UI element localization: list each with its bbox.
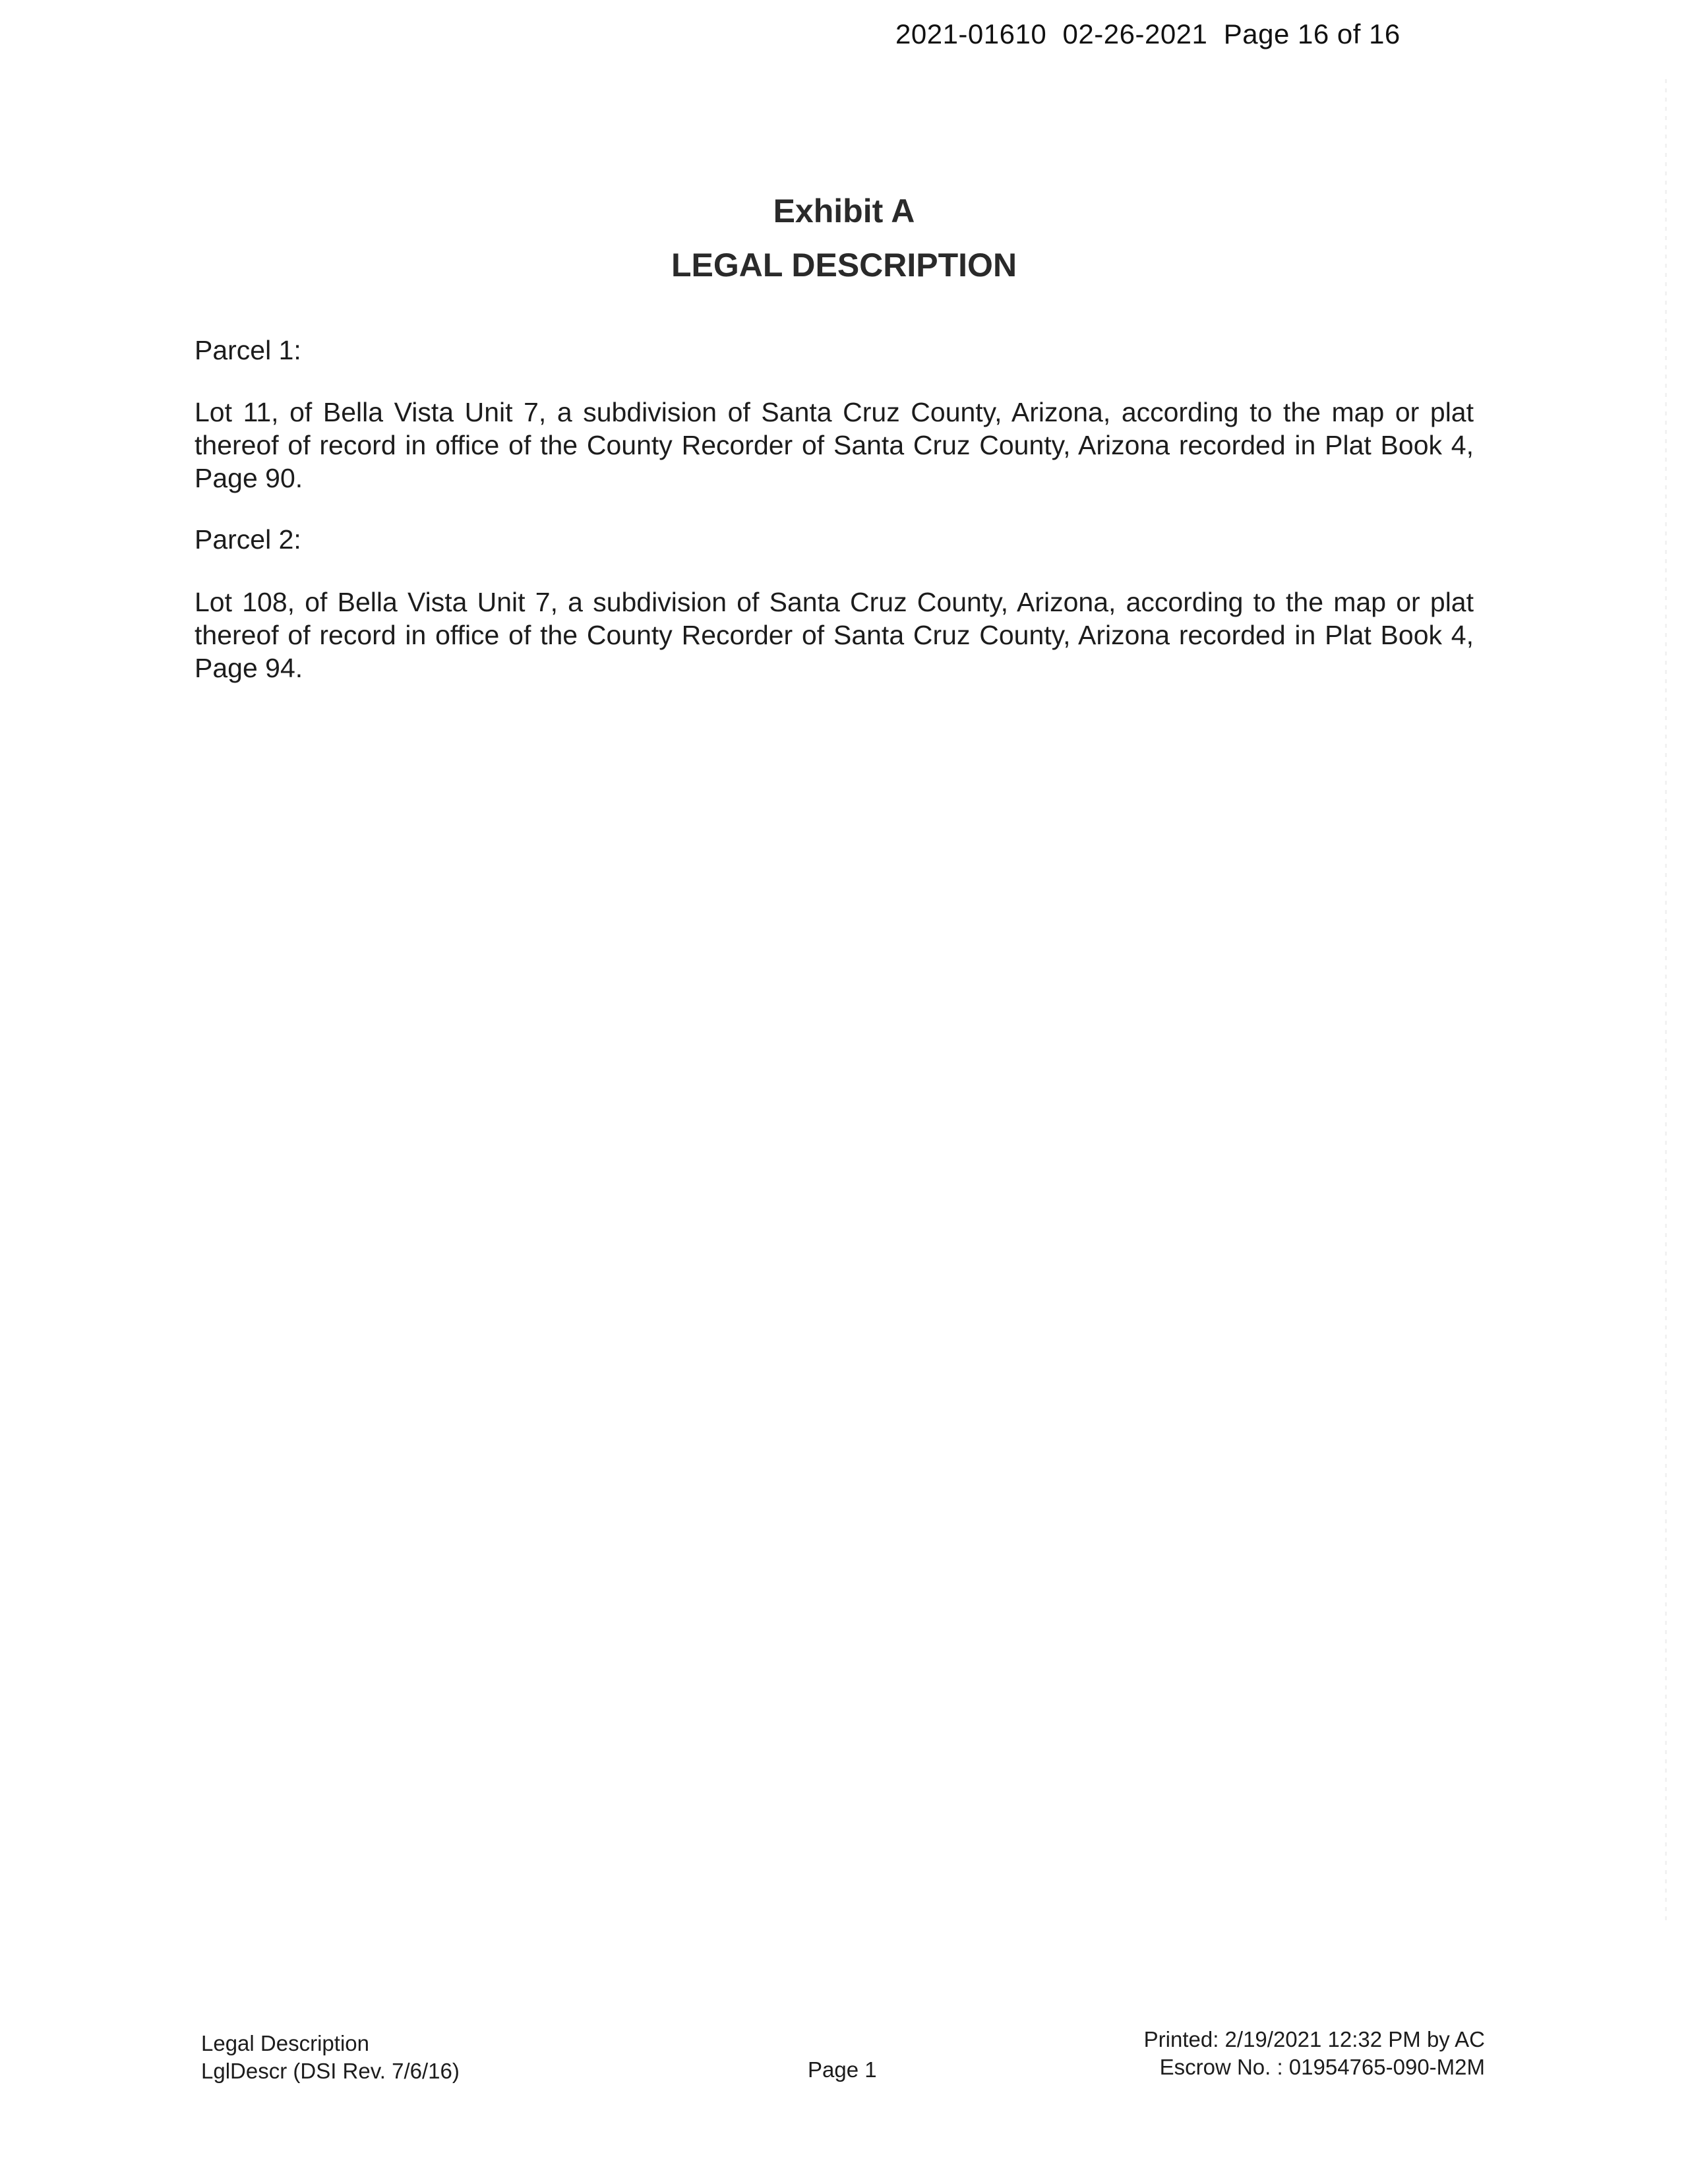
footer-form-title: Legal Description (201, 2031, 369, 2055)
recording-stamp: 2021-01610 02-26-2021 Page 16 of 16 (895, 18, 1401, 49)
footer-right (1144, 2026, 1485, 2081)
footer-form-revision: LglDescr (DSI Rev. 7/6/16) (201, 2059, 460, 2083)
footer-printed-info: Printed: 2/19/2021 12:32 PM by AC (1143, 2027, 1485, 2051)
parcel-2-description: Lot 108, of Bella Vista Unit 7, a subdivision of Santa Cruz County, Arizona, according to the map or plat thereof of record in office of the County Recorder of Santa Cruz County, Arizona recorded in Plat Book 4, Page 94. (195, 587, 1474, 683)
parcel-2-label: Parcel 2: (195, 524, 301, 555)
title-block (0, 191, 1688, 285)
parcel-1-description: Lot 11, of Bella Vista Unit 7, a subdivision of Santa Cruz County, Arizona, according to the map or plat thereof of record in office of the County Recorder of Santa Cruz County, Arizona recorded in Plat Book 4, Page 90. (195, 397, 1474, 493)
parcel-1-label: Parcel 1: (195, 335, 301, 365)
footer-left (201, 2030, 460, 2085)
legal-description-heading: LEGAL DESCRIPTION (671, 247, 1017, 284)
scan-edge-artifact (1665, 79, 1667, 1926)
footer-escrow-number: Escrow No. : 01954765-090-M2M (1159, 2055, 1485, 2079)
footer-page-number: Page 1 (808, 2057, 877, 2082)
exhibit-title: Exhibit A (773, 193, 915, 229)
